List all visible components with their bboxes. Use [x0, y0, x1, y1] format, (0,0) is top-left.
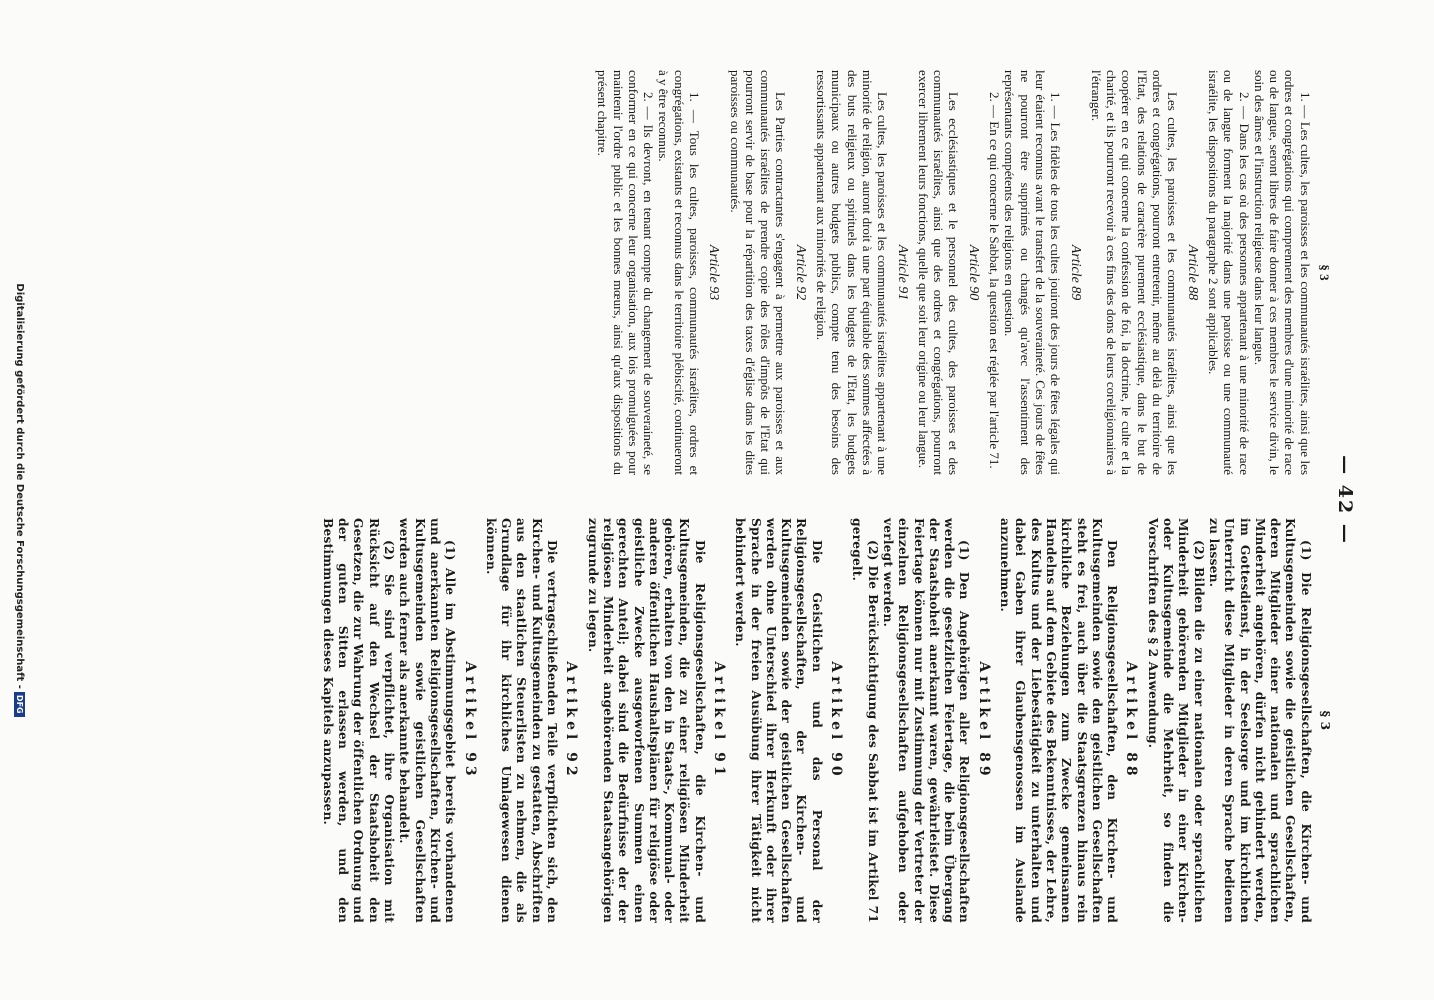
paragraph: Les cultes, les paroisses et les communautés israélites appartenant à une minorité de religion, auront droit à une part équitable des sommes affectées à des buts religieux ou spirituels dans les budgets de l'Etat, les budgets municipaux ou autres budgets publics, compte tenu des besoins des ressortissants appartenant aux minorités de religion.	[814, 70, 891, 475]
footer-text: Digitalisierung gefördert durch die Deutsche Forschungsgemeinschaft -	[14, 283, 25, 689]
article-title: Article 93	[706, 244, 722, 301]
paragraph: 1. — Les fidèles de tous les cultes jouiront des jours de fêtes légales qui leur étaient reconnus avant le transfert de la souveraineté. Ces jours de fêtes ne pourront être supprimés ou changés qu'avec l'assentiment des représentants compétents des religions en question.	[1002, 70, 1064, 475]
paragraph: Den Religionsgesellschaften, den Kirchen- und Kultusgemeinden sowie den geistlichen Gesellschaften steht es frei, auch über die Staatsgrenzen hinaus rein kirchliche Beziehungen zum Zwecke gemeinsamen Handelns auf dem Gebiete des Bekenntnisses, der Lehre, des Kultus und der Liebestätigkeit zu unterhalten und dabei Gaben ihrer Glaubensgenossen im Auslande anzunehmen.	[998, 518, 1120, 923]
paragraph: Die Geistlichen und das Personal der Religionsgesellschaften, der Kirchen- und Kultusgemeinden sowie der geistlichen Gesellschaften werden ohne Unterschied ihrer Herkunft oder ihrer Sprache in der freien Ausübung ihrer Tätigkeit nicht behindert werden.	[733, 518, 824, 923]
footer	[14, 0, 25, 1000]
article-title: Artikel 91	[711, 661, 728, 780]
paragraph: 1. — Tous les cultes, paroisses, communautés israélites, ordres et congrégations, existants et reconnus dans le territoire plébiscité, continueront à y être reconnus.	[656, 70, 703, 475]
dfg-logo: DFG	[14, 692, 25, 717]
paragraph: Les ecclésiastiques et le personnel des cultes, des paroisses et des communautés israélites, ainsi que des ordres et congrégations, pourront exercer librement leurs fonctions, quelle que soit leur origine ou leur langue.	[915, 70, 962, 475]
article-title: Article 89	[1067, 244, 1083, 301]
paragraph: Les Parties contractantes s'engagent à permettre aux paroisses et aux communautés israélites de prendre copie des rôles d'impôts de l'Etat qui pourront servir de base pour la répartition des taxes d'église dans les dites paroisses ou communautés.	[727, 70, 789, 475]
article-title: Artikel 88	[1123, 661, 1140, 780]
article-title: Artikel 89	[975, 661, 992, 780]
paragraph: (2) Sie sind verpflichtet, ihre Organisation mit Rücksicht auf den Wechsel der Staatshoheit den Gesetzen, die zur Wahrung der öffentlichen Ordnung und der guten Sitten erlassen werden, und den Bestimmungen dieses Kapitels anzupassen.	[320, 518, 397, 923]
paragraph: 2. — En ce qui concerne le Sabbat, la question est réglée par l'article 71.	[987, 92, 1003, 469]
article-title: Article 92	[792, 244, 808, 301]
paragraph: (1) Den Angehörigen aller Religionsgesellschaften werden die gesetzlichen Feiertage, die beim Übergang der Staatshoheit anerkannt waren, gewährleistet. Diese Feiertage können nur mit Zustimmung der Vertreter der einzelnen Religionsgesellschaften aufgehoben oder verlegt werden.	[880, 518, 972, 923]
german-column	[320, 518, 1334, 923]
article-title: Article 90	[965, 244, 981, 301]
paragraph: (2) Bilden die zu einer nationalen oder sprachlichen Minderheit gehörenden Mitglieder in einer Kirchen- oder Kultusgemeinde die Mehrheit, so finden die Vorschriften des § 2 Anwendung.	[1145, 518, 1206, 923]
paragraph: Die Religionsgesellschaften, die Kirchen- und Kultusgemeinden, die zu einer religiösen Minderheit gehören, erhalten von den in Staats-, Kommunal- oder anderen öffentlichen Haushaltsplänen für religiöse oder geistliche Zwecke ausgeworfenen Summen einen gerechten Anteil; dabei sind die Bedürfnisse der der religiösen Minderheit angehörenden Staatsangehörigen zugrunde zu legen.	[585, 518, 707, 923]
paragraph: (2) Die Berücksichtigung des Sabbat ist im Artikel 71 geregelt.	[850, 518, 880, 923]
paragraph: 2. — Ils devront, en tenant compte du changement de souveraineté, se conformer en ce qui concerne leur organisation, aux lois promulguées pour maintenir l'ordre public et les bonnes mœurs, ainsi qu'aux dispositions du présent chapitre.	[595, 70, 657, 475]
paragraph: 1. — Les cultes, les paroisses et les communautés israélites, ainsi que les ordres et congrégations qui comprennent des membres d'une minorité de race ou de langue, seront libres de faire donner à ces membres le service divin, le soin des âmes et l'instruction religieuse dans leur langue.	[1251, 70, 1313, 475]
paragraph: (1) Die Religionsgesellschaften, die Kirchen- und Kultusgemeinden sowie die geistlichen Gesellschaften, deren Mitglieder einer nationalen und sprachlichen Minderheit angehören, dürfen nicht gehindert werden, im Gottesdienst, in der Seelsorge und im kirchlichen Unterricht diese Mitglieder in deren Sprache bedienen zu lassen.	[1206, 518, 1313, 923]
article-title: Artikel 90	[828, 661, 845, 780]
section-title: § 3	[1318, 710, 1332, 731]
paragraph: (1) Alle im Abstimmungsgebiet bereits vorhandenen und anerkannten Religionsgesellschaften, Kirchen- und Kultusgemeinden sowie geistlichen Gesellschaften werden auch ferner als anerkannte behandelt.	[397, 518, 458, 923]
section-title: § 3	[1317, 264, 1332, 281]
french-column	[595, 70, 1334, 475]
paragraph: Les cultes, les paroisses et les communautés israélites, ainsi que les ordres et congrégations, pourront entretenir, même au delà du territoire de l'Etat, des relations de caractère purement ecclésiastique, dans le but de coopérer en ce qui concerne la confession de foi, la doctrine, le culte et la charité, et ils pourront recevoir à ces fins des dons de leurs coreligionnaires à l'étranger.	[1088, 70, 1181, 475]
article-title: Article 91	[894, 244, 910, 301]
article-title: Artikel 93	[461, 661, 478, 780]
paragraph: Die vertragschließenden Teile verpflichten sich, den Kirchen- und Kultusgemeinden zu gestatten, Abschriften aus den staatlichen Steuerlisten zu nehmen, die als Grundlage für ihr kirchliches Umlagewesen dienen können.	[483, 518, 560, 923]
paragraph: 2. — Dans les cas où des personnes appartenant à une minorité de race ou de langue forment la majorité dans une paroisse ou une communauté israélite, les dispositions du paragraphe 2 sont applicables.	[1205, 70, 1252, 475]
article-title: Artikel 92	[563, 661, 580, 780]
page-number: — 42 —	[1334, 455, 1356, 545]
article-title: Article 88	[1184, 244, 1200, 301]
